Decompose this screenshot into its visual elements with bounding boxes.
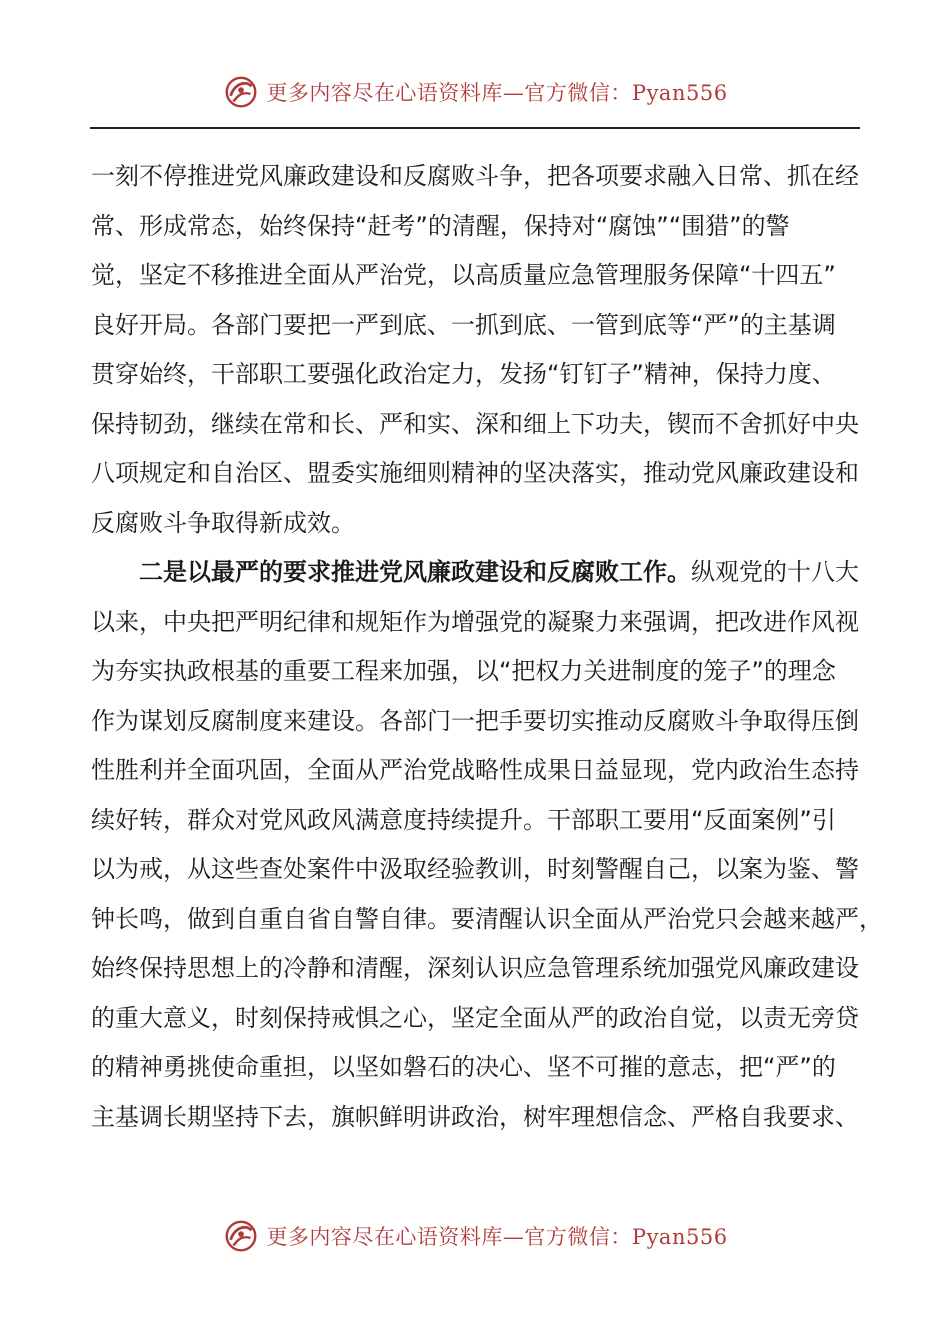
body-line: 八项规定和自治区、盟委实施细则精神的坚决落实，推动党风廉政建设和 [91,459,859,487]
body-line: 良好开局。各部门要把一严到底、一抓到底、一管到底等“严”的主基调 [91,310,836,339]
header-divider [90,127,860,129]
header-watermark-text: 更多内容尽在心语资料库—官方微信：Pyan556 [266,81,728,105]
page-footer-watermark [0,1214,950,1258]
body-line: 反腐败斗争取得新成效。 [91,508,355,537]
body-line: 觉，坚定不移推进全面从严治党，以高质量应急管理服务保障“十四五” [91,261,836,289]
body-line: 作为谋划反腐制度来建设。各部门一把手要切实推动反腐败斗争取得压倒 [91,706,859,735]
paragraph-2-first-line [91,548,861,598]
body-line: 性胜利并全面巩固，全面从严治党战略性成果日益显现，党内政治生态持 [91,756,859,784]
paragraph-2-first-line-rest: 纵观党的十八大 [691,558,859,586]
body-line: 钟长鸣，做到自重自省自警自律。要清醒认识全面从严治党只会越来越严， [91,904,883,933]
body-line: 以为戒，从这些查处案件中汲取经验教训，时刻警醒自己，以案为鉴、警 [91,855,859,883]
body-line: 主基调长期坚持下去，旗帜鲜明讲政治，树牢理想信念、严格自我要求、 [91,1102,859,1131]
paragraph-2-heading: 二是以最严的要求推进党风廉政建设和反腐败工作。 [139,558,691,586]
body-line: 贯穿始终，干部职工要强化政治定力，发扬“钉钉子”精神，保持力度、 [91,360,836,388]
body-line: 续好转，群众对党风政风满意度持续提升。干部职工要用“反面案例”引 [91,805,836,834]
body-line: 的重大意义，时刻保持戒惧之心，坚定全面从严的政治自觉，以责无旁贷 [91,1003,859,1032]
body-line: 保持韧劲，继续在常和长、严和实、深和细上下功夫，锲而不舍抓好中央 [91,409,859,438]
body-line: 的精神勇挑使命重担，以坚如磐石的决心、坚不可摧的意志，把“严”的 [91,1053,836,1081]
document-body [91,152,883,1142]
body-line: 以来，中央把严明纪律和规矩作为增强党的凝聚力来强调，把改进作风视 [91,607,859,636]
footer-watermark-text: 更多内容尽在心语资料库—官方微信：Pyan556 [266,1225,728,1249]
watermark-logo-icon [222,1217,260,1255]
watermark-logo-icon [222,73,260,111]
page-header-watermark [0,70,950,114]
body-line: 一刻不停推进党风廉政建设和反腐败斗争，把各项要求融入日常、抓在经 [91,162,859,190]
body-line: 为夯实执政根基的重要工程来加强，以“把权力关进制度的笼子”的理念 [91,657,836,685]
body-line: 始终保持思想上的冷静和清醒，深刻认识应急管理系统加强党风廉政建设 [91,954,859,982]
body-line: 常、形成常态，始终保持“赶考”的清醒，保持对“腐蚀”“围猎”的警 [91,211,790,240]
